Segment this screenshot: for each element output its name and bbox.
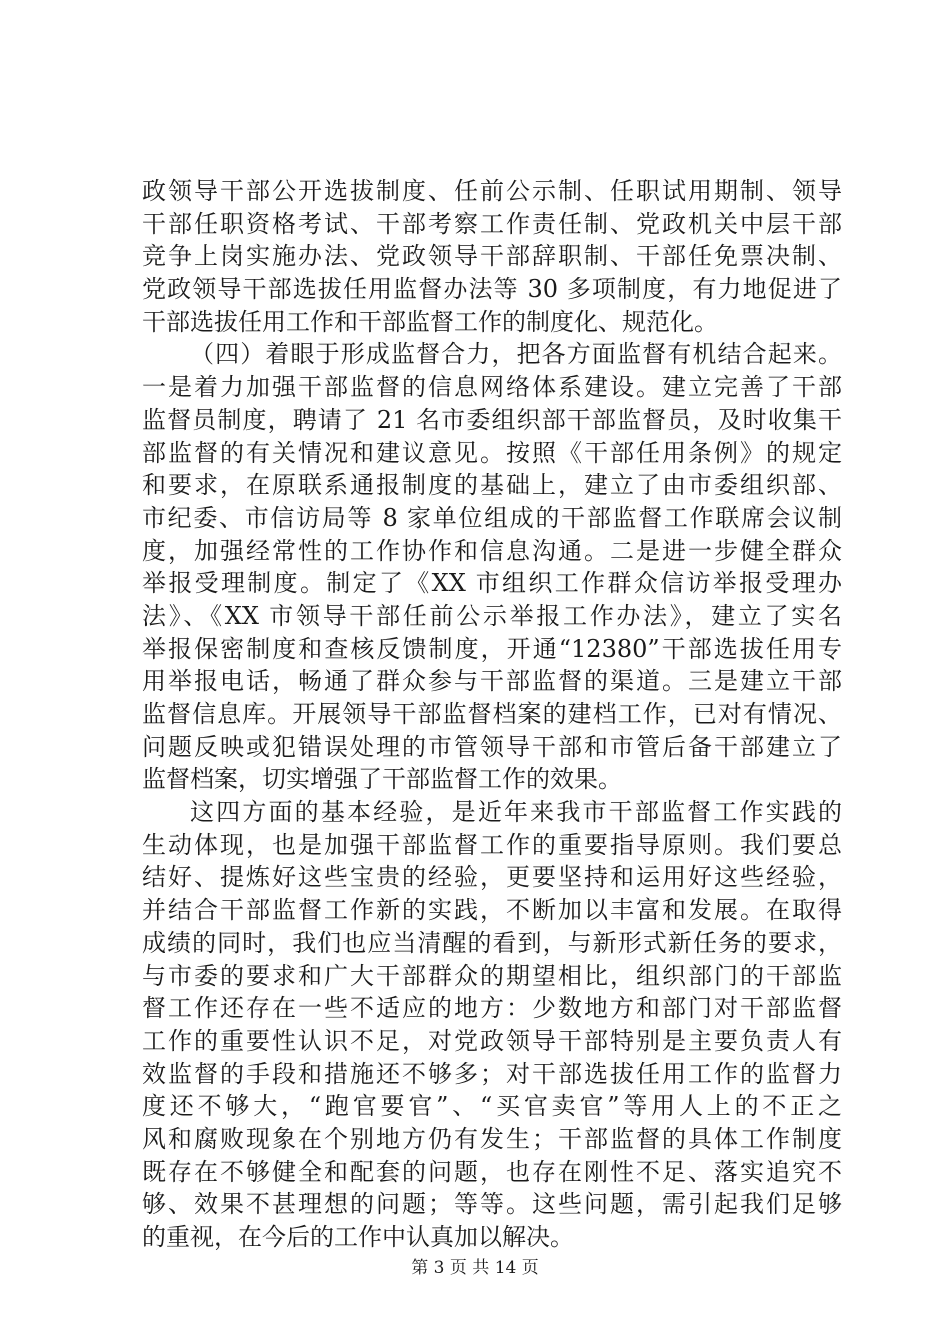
text-line: 政领导干部公开选拔制度、任前公示制、任职试用期制、领导 [142, 177, 842, 205]
text-line: 与市委的要求和广大干部群众的期望相比，组织部门的干部监 [142, 961, 842, 990]
paragraph-summary [142, 796, 842, 1254]
text-line: 这四方面的基本经验，是近年来我市干部监督工作实践的 [190, 798, 842, 827]
text-line: 问题反映或犯错误处理的市管领导干部和市管后备干部建立了 [142, 732, 842, 761]
text-line: 法》、《XX 市领导干部任前公示举报工作办法》，建立了实名 [142, 601, 842, 630]
page-number-footer: 第 3 页 共 14 页 [411, 1258, 539, 1278]
text-line: 干部选拔任用工作和干部监督工作的制度化、规范化。 [142, 307, 718, 336]
text-line: （四）着眼于形成监督合力，把各方面监督有机结合起来。 [190, 340, 842, 369]
text-line: 效监督的手段和措施还不够多；对干部选拔任用工作的监督力 [142, 1059, 842, 1088]
text-line: 生动体现，也是加强干部监督工作的重要指导原则。我们要总 [142, 830, 842, 859]
text-line: 的重视，在今后的工作中认真加以解决。 [142, 1223, 574, 1251]
text-line: 干部任职资格考试、干部考察工作责任制、党政机关中层干部 [142, 209, 842, 238]
text-line: 监督员制度，聘请了 21 名市委组织部干部监督员，及时收集干 [142, 405, 842, 434]
text-line: 举报保密制度和查核反馈制度，开通“12380”干部选拔任用专 [142, 634, 842, 663]
text-line: 并结合干部监督工作新的实践，不断加以丰富和发展。在取得 [142, 896, 842, 925]
paragraph-continuation [142, 175, 842, 338]
text-line: 度，加强经常性的工作协作和信息沟通。二是进一步健全群众 [142, 536, 842, 565]
text-line: 竞争上岗实施办法、党政领导干部辞职制、干部任免票决制、 [142, 242, 842, 271]
text-line: 风和腐败现象在个别地方仍有发生；干部监督的具体工作制度 [142, 1124, 842, 1153]
text-line: 部监督的有关情况和建议意见。按照《干部任用条例》的规定 [142, 438, 842, 467]
text-line: 既存在不够健全和配套的问题，也存在刚性不足、落实追究不 [142, 1157, 842, 1186]
text-line: 工作的重要性认识不足，对党政领导干部特别是主要负责人有 [142, 1026, 842, 1055]
text-line: 督工作还存在一些不适应的地方：少数地方和部门对干部监督 [142, 994, 842, 1023]
text-line: 一是着力加强干部监督的信息网络体系建设。建立完善了干部 [142, 373, 842, 402]
text-line: 监督信息库。开展领导干部监督档案的建档工作，已对有情况、 [142, 700, 842, 728]
text-line: 度还不够大，“跑官要官”、“买官卖官”等用人上的不正之 [142, 1092, 842, 1121]
text-line: 举报受理制度。制定了《XX 市组织工作群众信访举报受理办 [142, 569, 842, 598]
text-line: 监督档案，切实增强了干部监督工作的效果。 [142, 765, 622, 794]
text-line: 成绩的同时，我们也应当清醒的看到，与新形式新任务的要求， [142, 928, 842, 957]
document-body [142, 175, 842, 1254]
text-line: 和要求，在原联系通报制度的基础上，建立了由市委组织部、 [142, 471, 842, 500]
paragraph-section-four [142, 338, 842, 796]
text-line: 用举报电话，畅通了群众参与干部监督的渠道。三是建立干部 [142, 667, 842, 696]
text-line: 够、效果不甚理想的问题；等等。这些问题，需引起我们足够 [142, 1190, 842, 1219]
text-line: 结好、提炼好这些宝贵的经验，更要坚持和运用好这些经验， [142, 863, 842, 892]
text-line: 市纪委、市信访局等 8 家单位组成的干部监督工作联席会议制 [142, 503, 842, 532]
text-line: 党政领导干部选拔任用监督办法等 30 多项制度，有力地促进了 [142, 275, 842, 304]
